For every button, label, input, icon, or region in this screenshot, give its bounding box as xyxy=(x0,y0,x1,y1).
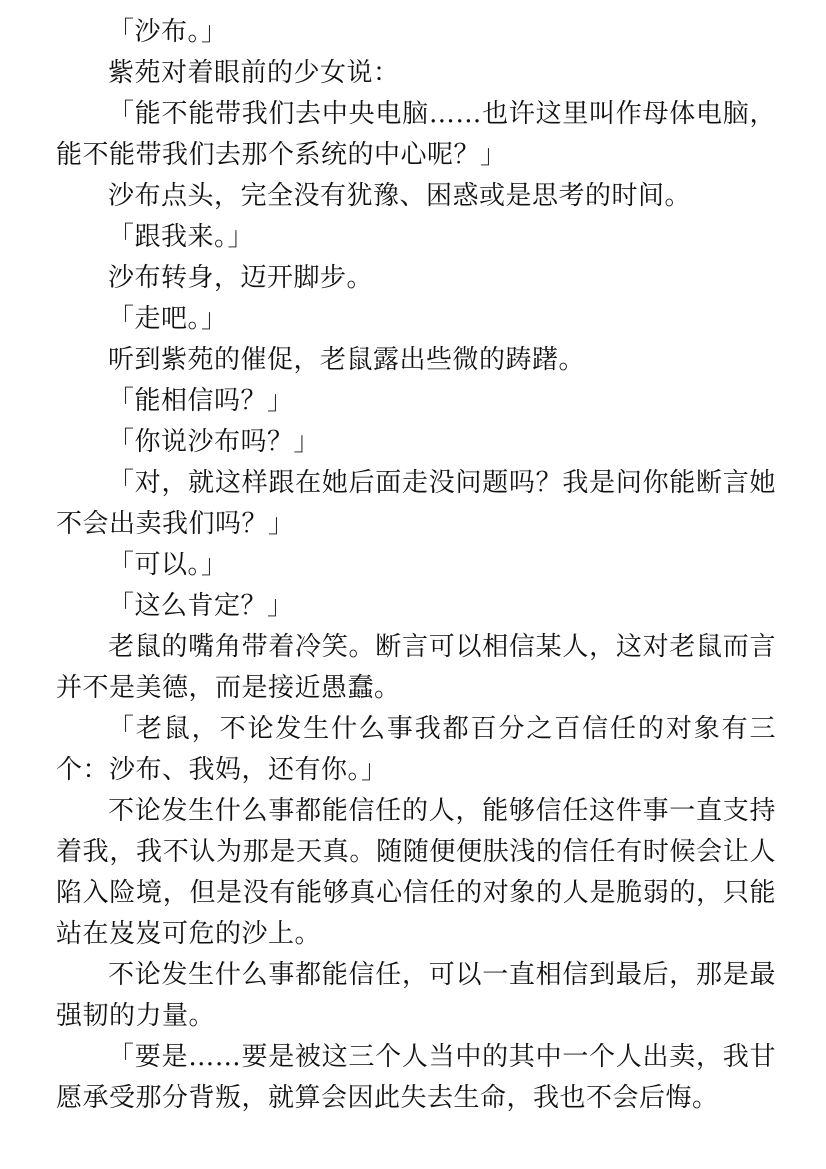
paragraph: 「可以。」 xyxy=(108,550,228,580)
body-text xyxy=(56,12,776,1119)
paragraph: 「跟我来。」 xyxy=(108,222,255,252)
paragraph: 紫苑对着眼前的少女说： xyxy=(108,58,400,88)
paragraph: 沙布点头，完全没有犹豫、困惑或是思考的时间。 xyxy=(108,181,692,211)
paragraph: 老鼠的嘴角带着冷笑。断言可以相信某人，这对老鼠而言并不是美德，而是接近愚蠢。 xyxy=(56,632,776,703)
paragraph: 「沙布。」 xyxy=(108,17,228,47)
paragraph: 「对，就这样跟在她后面走没问题吗？我是问你能断言她不会出卖我们吗？」 xyxy=(56,468,776,539)
paragraph: 「这么肯定？」 xyxy=(108,591,294,621)
paragraph: 「走吧。」 xyxy=(108,304,228,334)
paragraph: 不论发生什么事都能信任的人，能够信任这件事一直支持着我，我不认为那是天真。随随便便肤浅的信任有时候会让人陷入险境，但是没有能够真心信任的对象的人是脆弱的，只能站在岌岌可危的沙上。 xyxy=(56,796,776,949)
paragraph: 沙布转身，迈开脚步。 xyxy=(108,263,374,293)
paragraph: 「能相信吗？」 xyxy=(108,386,294,416)
paragraph: 不论发生什么事都能信任，可以一直相信到最后，那是最强韧的力量。 xyxy=(56,960,776,1031)
paragraph: 「要是……要是被这三个人当中的其中一个人出卖，我甘愿承受那分背叛，就算会因此失去生命，我也不会后悔。 xyxy=(56,1042,776,1113)
paragraph: 「你说沙布吗？」 xyxy=(108,427,321,457)
paragraph: 听到紫苑的催促，老鼠露出些微的踌躇。 xyxy=(108,345,586,375)
paragraph: 「能不能带我们去中央电脑……也许这里叫作母体电脑，能不能带我们去那个系统的中心呢？」 xyxy=(56,99,776,170)
paragraph: 「老鼠，不论发生什么事我都百分之百信任的对象有三个：沙布、我妈，还有你。」 xyxy=(56,714,776,785)
